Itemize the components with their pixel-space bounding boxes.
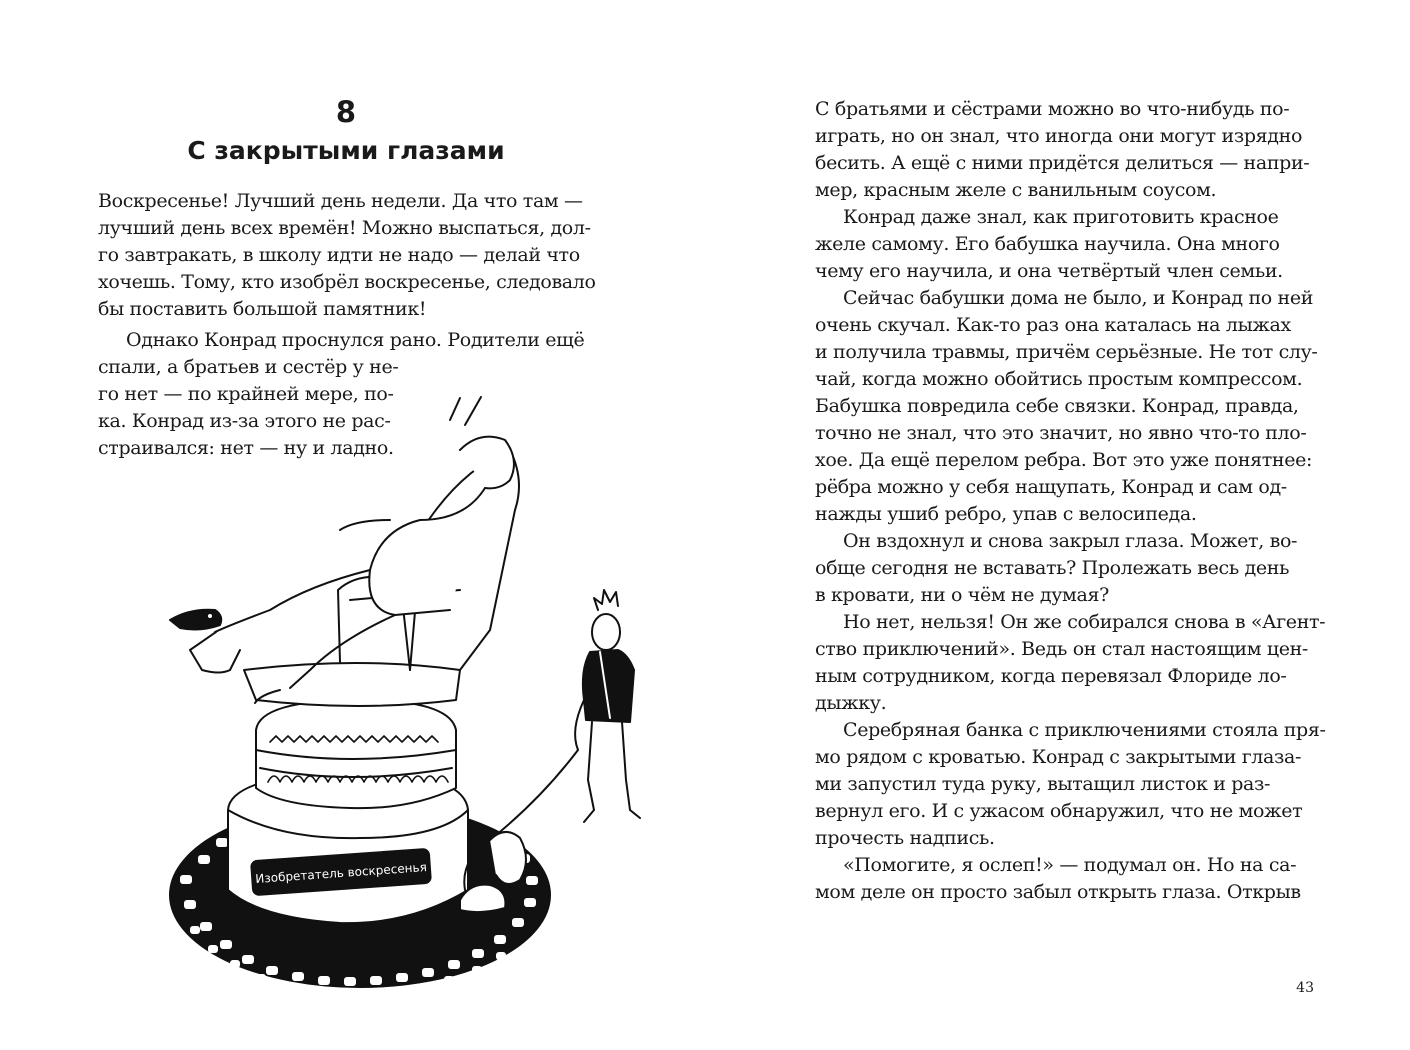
text-line: хое. Да ещё перелом ребра. Вот это уже понятнее: [815,449,1313,471]
text-line: Но нет, нельзя! Он же собирался снова в «Агент- [843,611,1326,633]
text-line: точно не знал, что это значит, но явно что-то пло- [815,422,1307,444]
text-line: играть, но он знал, что иногда они могут изрядно [815,125,1303,147]
text-line: прочесть надпись. [815,827,995,849]
statue-man [460,437,514,489]
text-line: мом деле он просто забыл открыть глаза. Открыв [815,881,1301,903]
text-line: хочешь. Тому, кто изобрёл воскресенье, следовало [98,271,596,293]
monument-illustration [160,370,660,1010]
text-line: го завтракать, в школу идти не надо — делай что [98,244,580,266]
text-line: обще сегодня не вставать? Пролежать весь день [815,557,1290,579]
text-line: ство приключений». Ведь он стал настоящим цен- [815,638,1308,660]
right-page [705,0,1410,1050]
text-line: Бабушка повредила себе связки. Конрад, правда, [815,395,1299,417]
text-line: лучший день всех времён! Можно выспаться, дол- [98,217,591,239]
text-line: вернул его. И с ужасом обнаружил, что не может [815,800,1303,822]
text-line: нажды ушиб ребро, упав с велосипеда. [815,503,1197,525]
text-line: страивался: нет — ну и ладно. [98,437,394,459]
text-line: С братьями и сёстрами можно во что-нибудь по- [815,98,1290,120]
chapter-number: 8 [335,95,357,129]
text-line: мер, красным желе с ванильным соусом. [815,179,1217,201]
text-line: Серебряная банка с приключениями стояла пря- [843,719,1326,741]
text-line: Однако Конрад проснулся рано. Родители ещё [126,329,585,351]
text-line: рёбра можно у себя нащупать, Конрад и сам од- [815,476,1287,498]
text-line: мо рядом с кроватью. Конрад с закрытыми глаза- [815,746,1302,768]
text-line: и получила травмы, причём серьёзные. Не тот слу- [815,341,1318,363]
text-line: бы поставить большой памятник! [98,298,427,320]
text-line: Воскресенье! Лучший день недели. Да что там — [98,190,583,212]
text-line: «Помогите, я ослеп!» — подумал он. Но на са- [843,854,1297,876]
page-number: 43 [1296,980,1314,996]
paragraph-1 [98,188,596,323]
text-line: чему его научила, и она четвёртый член семьи. [815,260,1283,282]
text-line: ка. Конрад из-за этого не рас- [98,410,391,432]
text-line: ным сотрудником, когда перевязал Флориде ло- [815,665,1287,687]
text-line: в кровати, ни о чём не думая? [815,584,1109,606]
text-line: спали, а братьев и сестёр у не- [98,356,399,378]
text-line: дыжку. [815,692,887,714]
text-line: ми запустил туда руку, вытащил листок и раз- [815,773,1271,795]
chapter-title: С закрытыми глазами [187,136,505,165]
bird [170,610,221,630]
text-line: Конрад даже знал, как приготовить красное [843,206,1279,228]
text-line: Сейчас бабушки дома не было, и Конрад по ней [843,287,1314,309]
text-line: бесить. А ещё с ними придётся делиться — напри- [815,152,1310,174]
text-line: чай, когда можно обойтись простым компрессом. [815,368,1303,390]
text-line: желе самому. Его бабушка научила. Она много [815,233,1280,255]
paragraph-3 [815,96,1326,906]
plaque-text: Изобретатель воскресенья [254,860,428,886]
text-line: очень скучал. Как-то раз она каталась на лыжах [815,314,1291,336]
text-line: Он вздохнул и снова закрыл глаза. Может, во- [843,530,1298,552]
text-line: го нет — по крайней мере, по- [98,383,394,405]
